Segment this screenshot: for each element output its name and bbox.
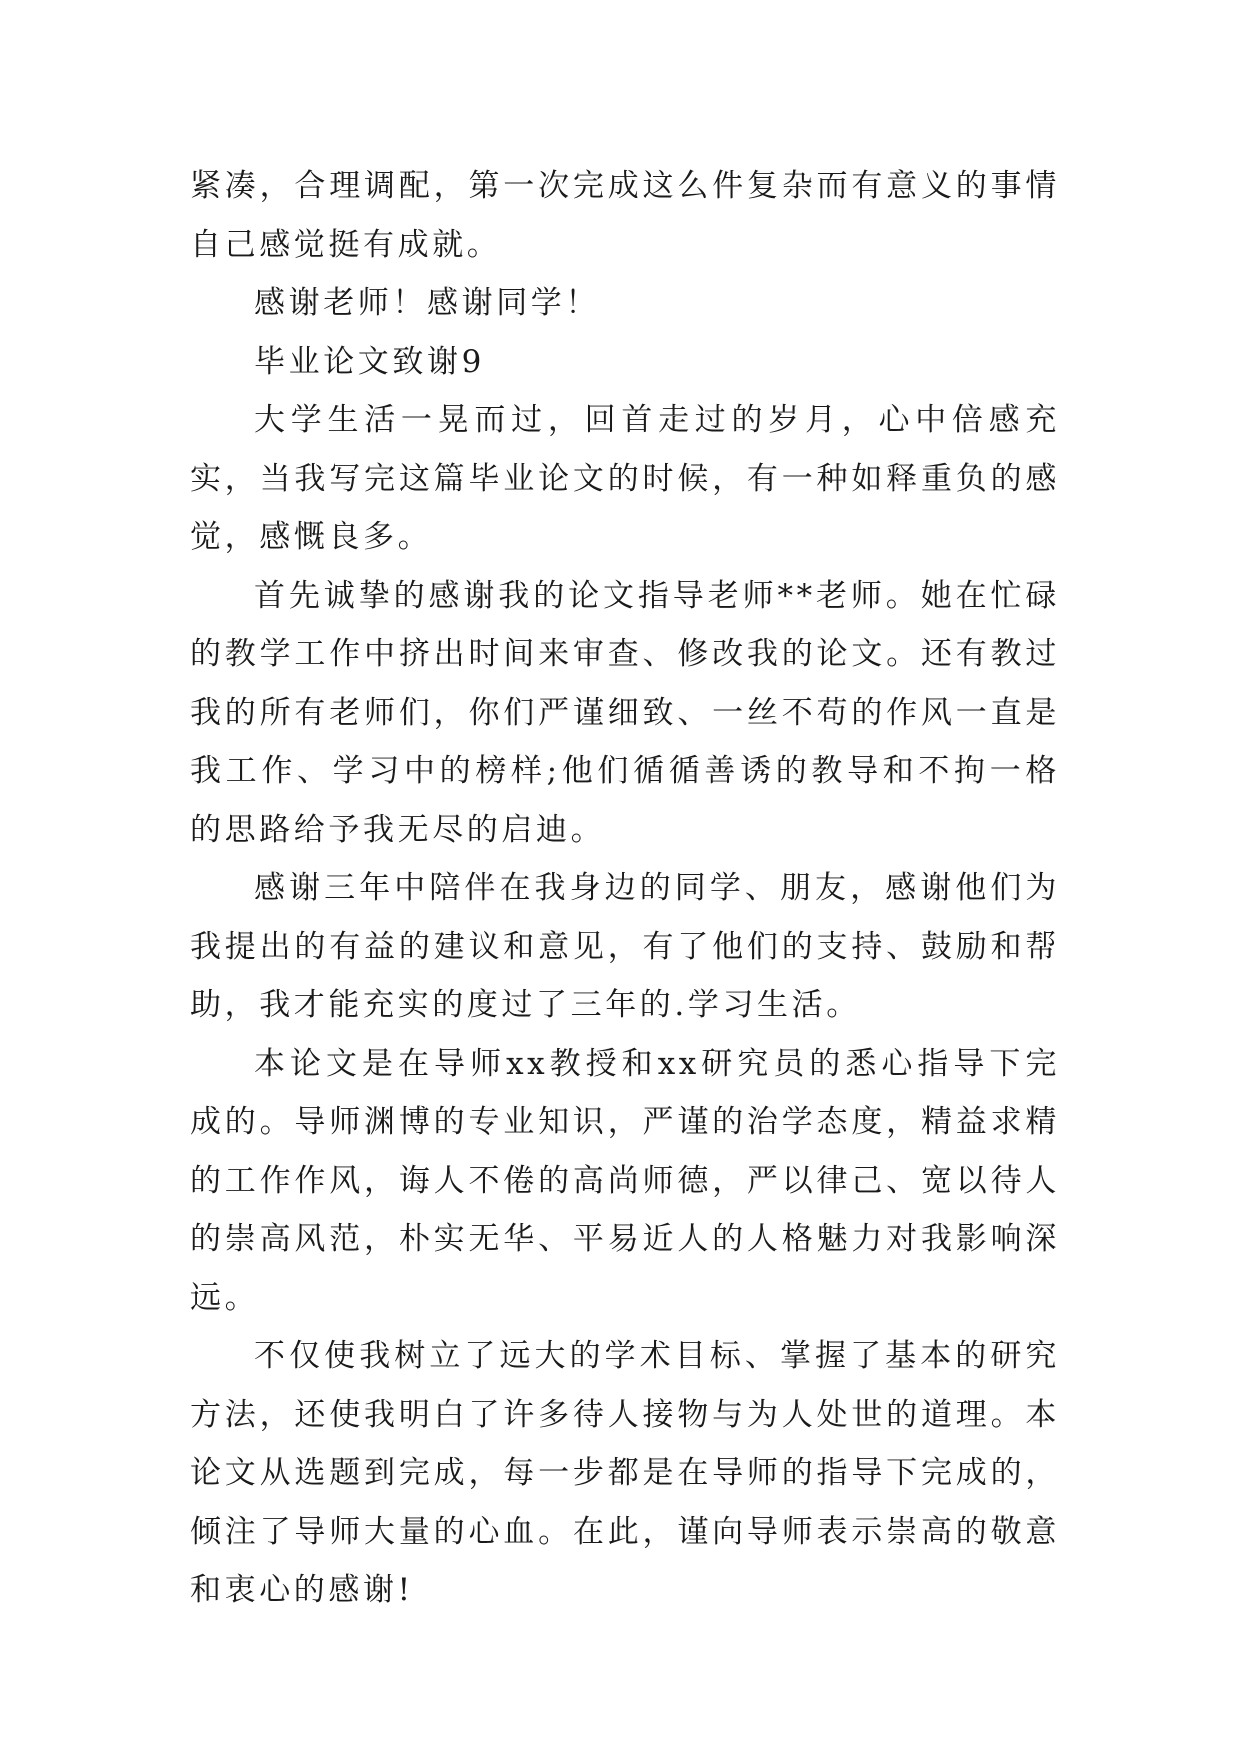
paragraph-thanks-line: 感谢老师！感谢同学！ xyxy=(254,285,600,321)
paragraph-continuation: 紧凑，合理调配，第一次完成这么件复杂而有意义的事情自己感觉挺有成就。 xyxy=(190,168,1060,263)
document-body xyxy=(190,157,1060,1620)
paragraph-classmates-thanks: 感谢三年中陪伴在我身边的同学、朋友，感谢他们为我提出的有益的建议和意见，有了他们的支持、鼓励和帮助，我才能充实的度过了三年的.学习生活。 xyxy=(190,870,1060,1023)
paragraph-advisor-thanks: 首先诚挚的感谢我的论文指导老师**老师。她在忙碌的教学工作中挤出时间来审查、修改我的论文。还有教过我的所有老师们，你们严谨细致、一丝不苟的作风一直是我工作、学习中的榜样;他们循循善诱的教导和不拘一格的思路给予我无尽的启迪。 xyxy=(190,577,1060,848)
paragraph-intro: 大学生活一晃而过，回首走过的岁月，心中倍感充实，当我写完这篇毕业论文的时候，有一种如释重负的感觉，感慨良多。 xyxy=(190,402,1060,555)
paragraph-mentor-guidance: 本论文是在导师xx教授和xx研究员的悉心指导下完成的。导师渊博的专业知识，严谨的治学态度，精益求精的工作作风，诲人不倦的高尚师德，严以律己、宽以待人的崇高风范，朴实无华、平易近人的人格魅力对我影响深远。 xyxy=(190,1045,1060,1316)
paragraph-closing: 不仅使我树立了远大的学术目标、掌握了基本的研究方法，还使我明白了许多待人接物与为人处世的道理。本论文从选题到完成，每一步都是在导师的指导下完成的，倾注了导师大量的心血。在此，谨向导师表示崇高的敬意和衷心的感谢! xyxy=(190,1338,1060,1608)
section-heading: 毕业论文致谢9 xyxy=(254,343,485,380)
